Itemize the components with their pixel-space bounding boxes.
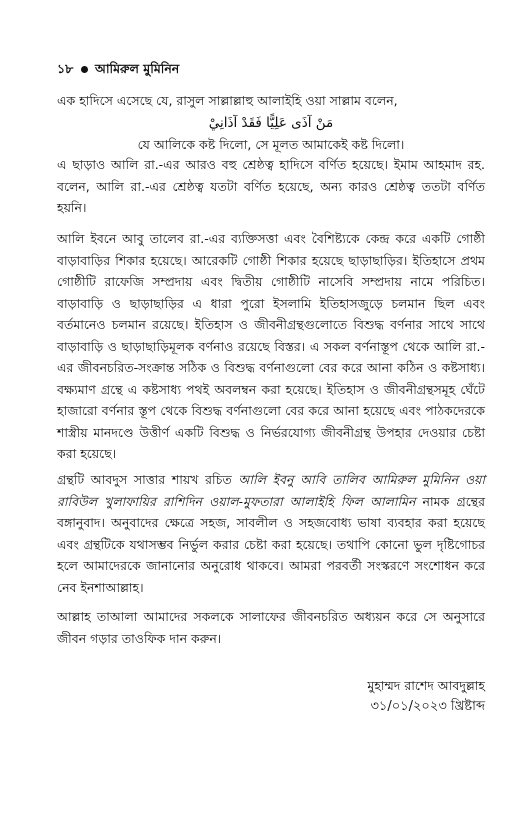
source-book-title: আলি ইবনু আবি তালিব আমিরুল মুমিনিন ওয়া রাবিউল খুলাফায়ির রাশিদিন ওয়াল-মুফতারা আলাইহি ফিল আলামিন (57, 472, 486, 509)
author-name: মুহাম্মদ রাশেদ আবদুল্লাহ (367, 678, 485, 693)
paragraph-virtues: এ ছাড়াও আলি রা.-এর আরও বহু শ্রেষ্ঠত্ব হাদিসে বর্ণিত হয়েছে। ইমাম আহমাদ রহ. বলেন, আলি রা.-এর শ্রেষ্ঠত্ব যতটা বর্ণিত হয়েছে, অন্য কারও শ্রেষ্ঠত্ব ততটা বর্ণিত হয়নি। (57, 157, 485, 215)
paragraph-groups: আলি ইবনে আবু তালেব রা.-এর ব্যক্তিসত্তা এবং বৈশিষ্ট্যকে কেন্দ্র করে একটি গোষ্ঠী বাড়াবাড়ির শিকার হয়েছে। আরেকটি গোষ্ঠী শিকার হয়েছে ছাড়াছাড়ির। ইতিহাসে প্রথম গোষ্ঠীটি রাফেজি সম্প্রদায় এবং দ্বিতীয় গোষ্ঠীটি নাসেবি সম্প্রদায় নামে পরিচিত। বাড়াবাড়ি ও ছাড়াছাড়ির এ ধারা পুরো ইসলামি ইতিহাসজুড়ে চলমান ছিল এবং বর্তমানেও চলমান রয়েছে। ইতিহাস ও জীবনীগ্রন্থগুলোতে বিশুদ্ধ বর্ণনার সাথে সাথে বাড়াবাড়ি ও ছাড়াছাড়িমূলক বর্ণনাও রয়েছে বিস্তর। এ সকল বর্ণনাস্তূপ থেকে আলি রা.-এর জীবনচরিত-সংক্রান্ত সঠিক ও বিশুদ্ধ বর্ণনাগুলো বের করে আনা কঠিন ও কষ্টসাধ্য। বক্ষ্যমাণ গ্রন্থে এ কষ্টসাধ্য পথই অবলম্বন করা হয়েছে। ইতিহাস ও জীবনীগ্রন্থসমূহ ঘেঁটে হাজারো বর্ণনার স্তূপ থেকে বিশুদ্ধ বর্ণনাগুলো বের করে আনা হয়েছে এবং পাঠকদেরকে শাস্ত্রীয় মানদণ্ডে উত্তীর্ণ একটি বিশুদ্ধ ও নির্ভরযোগ্য জীবনীগ্রন্থ উপহার দেওয়ার চেষ্টা করা হয়েছে। (57, 231, 485, 461)
signature-date: ৩১/০১/২০২৩ খ্রিষ্টাব্দ (370, 699, 485, 714)
bullet-dot-icon (81, 66, 88, 73)
paragraph-translation-note (57, 469, 485, 598)
intro-line: এক হাদিসে এসেছে যে, রাসুল সাল্লাল্লাহু আলাইহি ওয়া সাল্লাম বলেন, (57, 93, 398, 108)
hadith-translation: যে আলিকে কষ্ট দিলো, সে মূলত আমাকেই কষ্ট দিলো। (137, 137, 405, 152)
paragraph-text: নামক গ্রন্থের বঙ্গানুবাদ। অনুবাদের ক্ষেত্রে সহজ, সাবলীল ও সহজবোধ্য ভাষা ব্যবহার করা হয়েছে এবং গ্রন্থটিকে যথাসম্ভব নির্ভুল করার চেষ্টা করা হয়েছে। তথাপি কোনো ভুল দৃষ্টিগোচর হলে আমাদেরকে জানানোর অনুরোধ থাকবে। আমরা পরবর্তী সংস্করণে সংশোধন করে নেব ইনশাআল্লাহ। (57, 493, 485, 595)
hadith-arabic: مَنْ آذَى عَلِيًّا فَقَدْ آذَانِيْ (208, 115, 334, 131)
paragraph-text: গ্রন্থটি আবদুস সাত্তার শায়খ রচিত (57, 472, 239, 487)
page-number: ১৮ (57, 61, 74, 76)
paragraph-prayer: আল্লাহ তাআলা আমাদের সকলকে সালাফের জীবনচরিত অধ্যয়ন করে সে অনুসারে জীবন গড়ার তাওফিক দান করুন। (57, 609, 485, 646)
book-page (57, 0, 485, 816)
running-header (57, 60, 179, 78)
book-title: আমিরুল মুমিনিন (94, 61, 180, 76)
